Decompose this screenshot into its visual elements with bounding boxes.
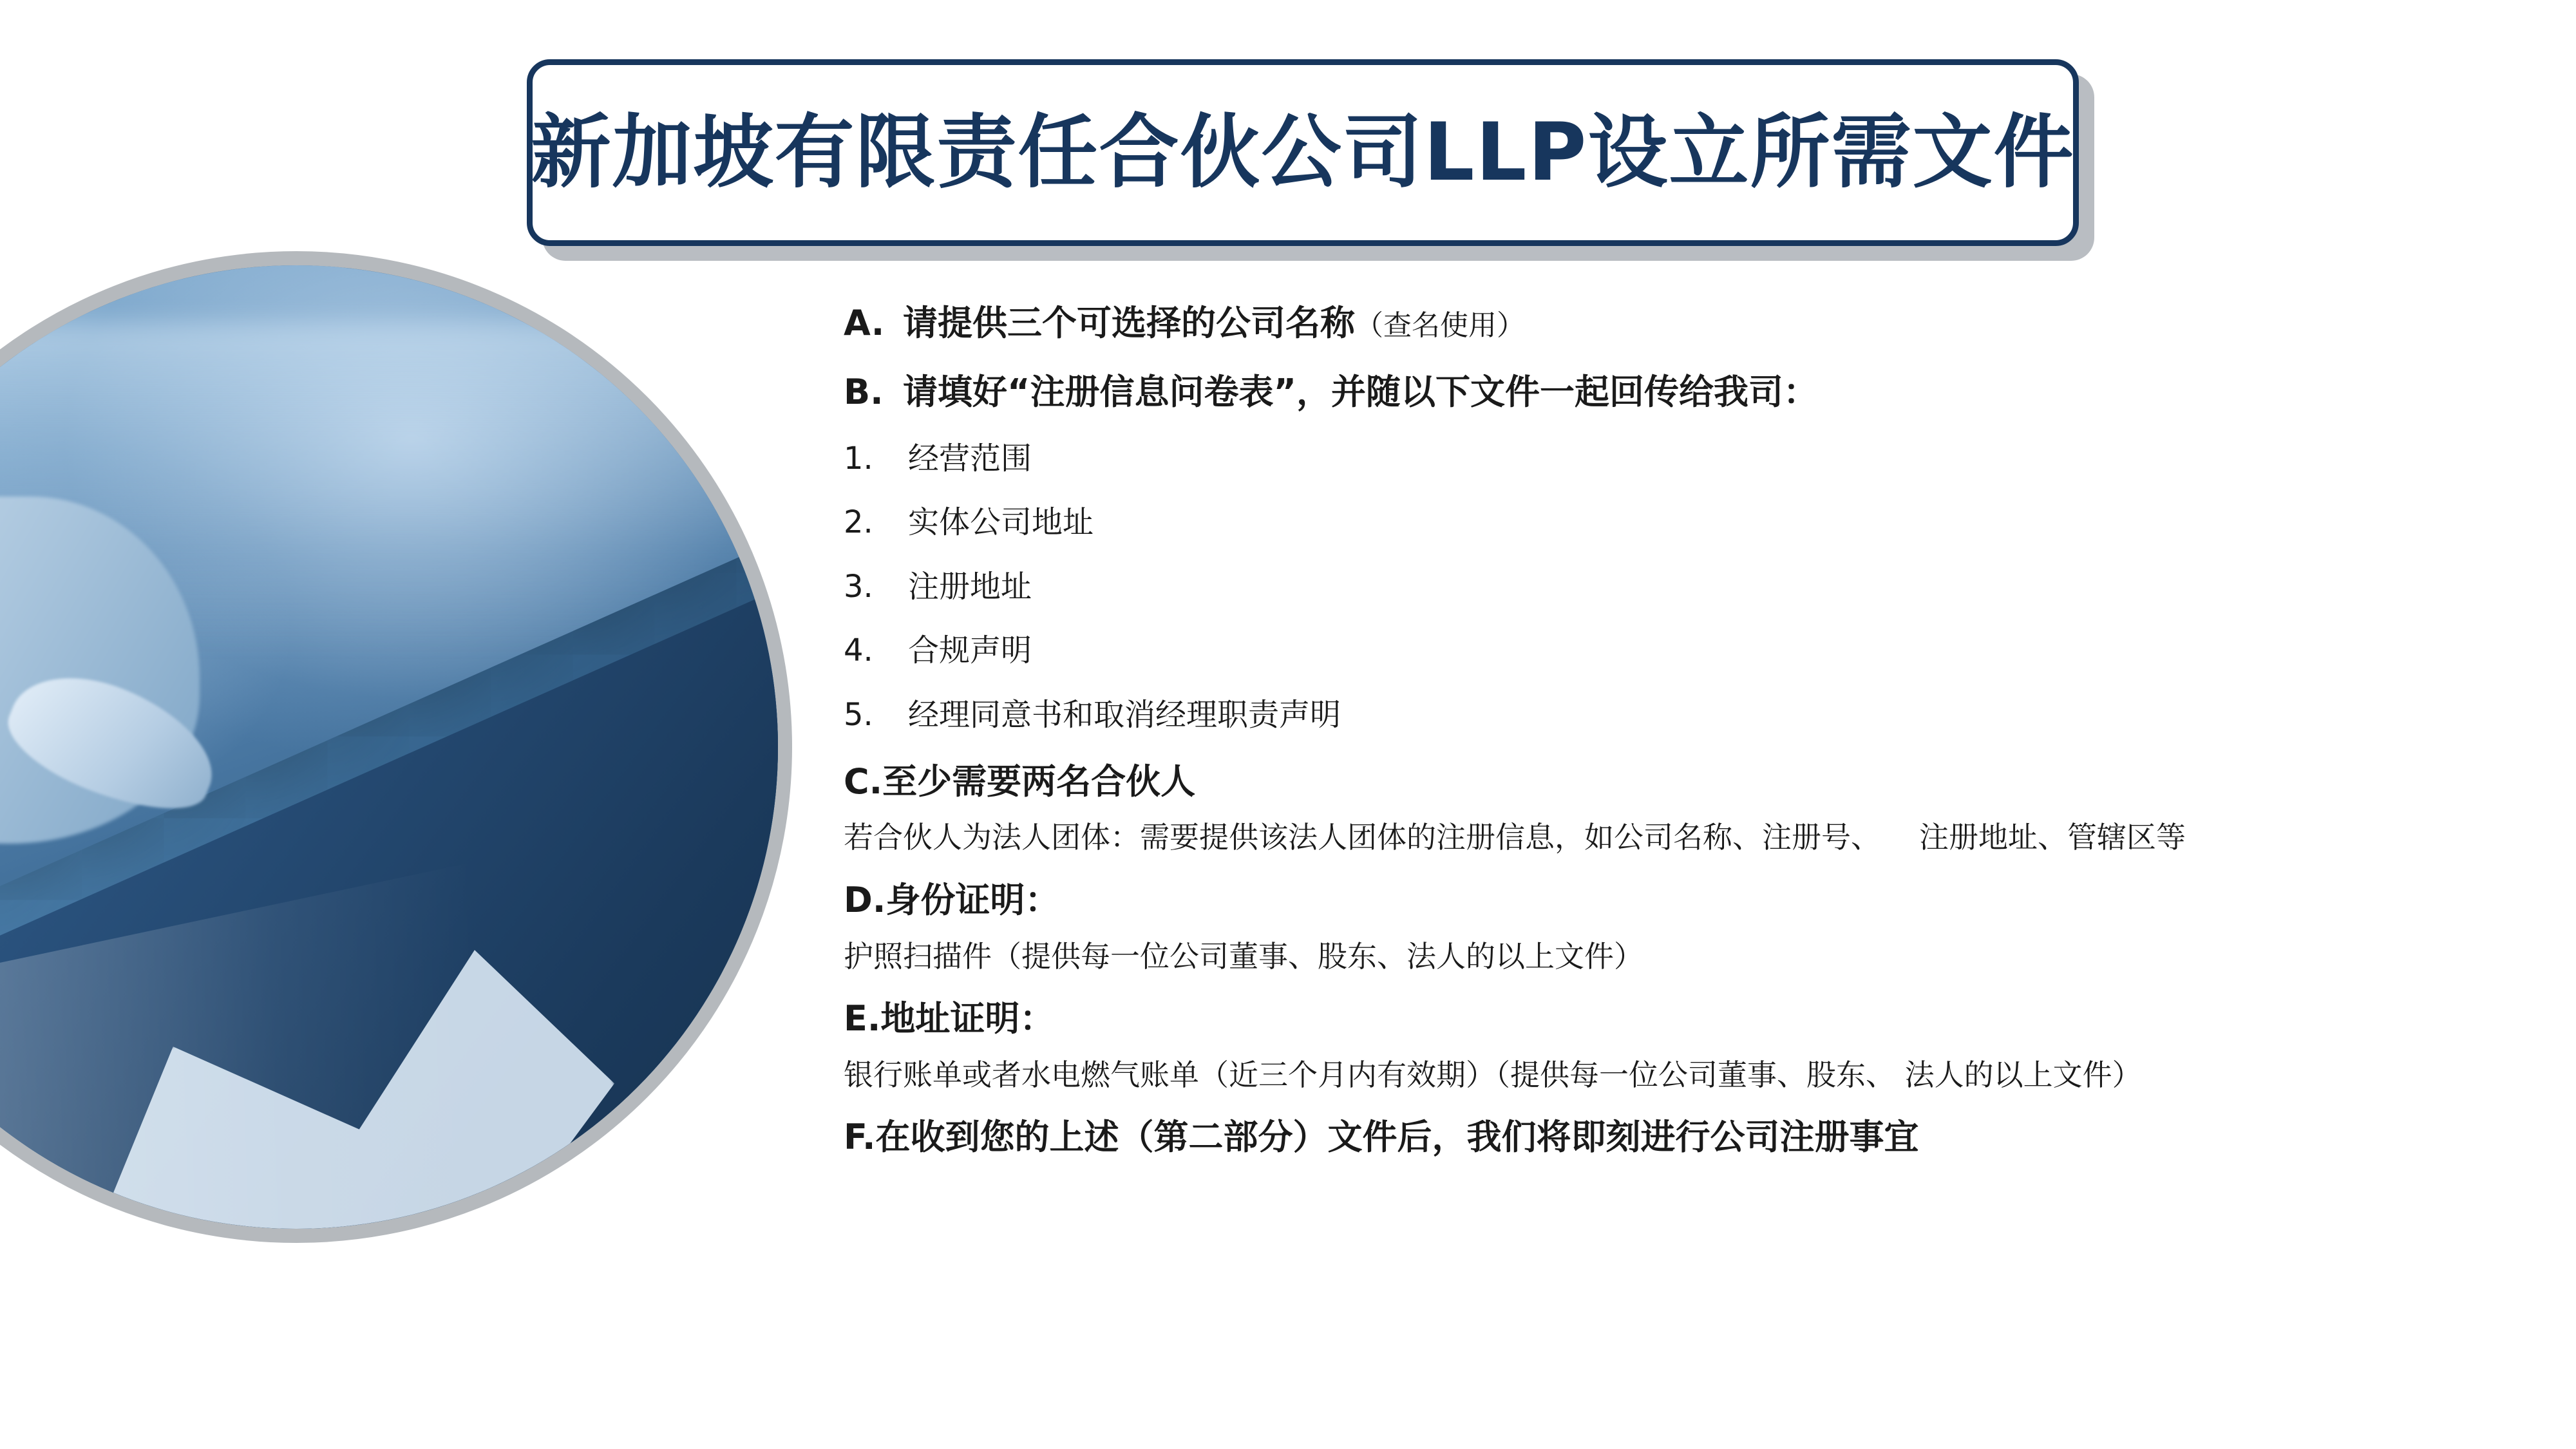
section-a-marker: A. — [844, 303, 885, 343]
section-e-detail: 银行账单或者水电燃气账单（近三个月内有效期）（提供每一位公司董事、股东、 法人的以上文件） — [844, 1057, 2142, 1092]
title-box — [527, 59, 2079, 246]
list-item-marker: 5. — [844, 696, 873, 733]
section-d-detail: 护照扫描件（提供每一位公司董事、股东、法人的以上文件） — [844, 938, 1643, 974]
section-a-note: （查名使用） — [1355, 309, 1525, 342]
section-f-text: F.在收到您的上述（第二部分）文件后，我们将即刻进行公司注册事宜 — [844, 1117, 1919, 1158]
content-column — [844, 303, 2544, 1159]
list-item-label: 合规声明 — [908, 632, 1032, 669]
section-a-text: 请提供三个可选择的公司名称 — [903, 303, 1355, 343]
list-item — [844, 697, 2544, 734]
list-item-label: 实体公司地址 — [908, 504, 1094, 541]
section-c-detail — [844, 819, 2544, 857]
list-item — [844, 504, 2544, 542]
list-item-marker: 3. — [844, 568, 873, 605]
list-item-label: 经营范围 — [908, 440, 1032, 477]
section-d-heading: D.身份证明： — [844, 879, 1060, 920]
section-b — [844, 372, 2544, 413]
list-item — [844, 440, 2544, 478]
list-item-label: 注册地址 — [908, 568, 1032, 605]
list-item-marker: 1. — [844, 440, 873, 477]
section-c-heading: C.至少需要两名合伙人 — [844, 761, 1196, 802]
list-item-marker: 4. — [844, 632, 873, 669]
decorative-photo-circle — [0, 251, 792, 1243]
photo-background — [0, 265, 778, 1229]
section-c-detail-part2: 注册地址、管辖区等 — [1919, 820, 2186, 855]
section-a — [844, 303, 2544, 345]
list-item — [844, 569, 2544, 606]
tablet-glare — [0, 842, 744, 1243]
section-e-heading: E.地址证明： — [844, 998, 1055, 1039]
list-item-label: 经理同意书和取消经理职责声明 — [908, 696, 1341, 733]
section-c-detail-part1: 若合伙人为法人团体：需要提供该法人团体的注册信息，如公司名称、注册号、 — [844, 820, 1880, 855]
page-title: 新加坡有限责任合伙公司LLP设立所需文件 — [531, 106, 2075, 199]
list-item — [844, 632, 2544, 670]
list-item-marker: 2. — [844, 504, 873, 541]
section-b-text: 请填好“注册信息问卷表”，并随以下文件一起回传给我司： — [903, 371, 1818, 412]
section-b-marker: B. — [844, 371, 884, 412]
